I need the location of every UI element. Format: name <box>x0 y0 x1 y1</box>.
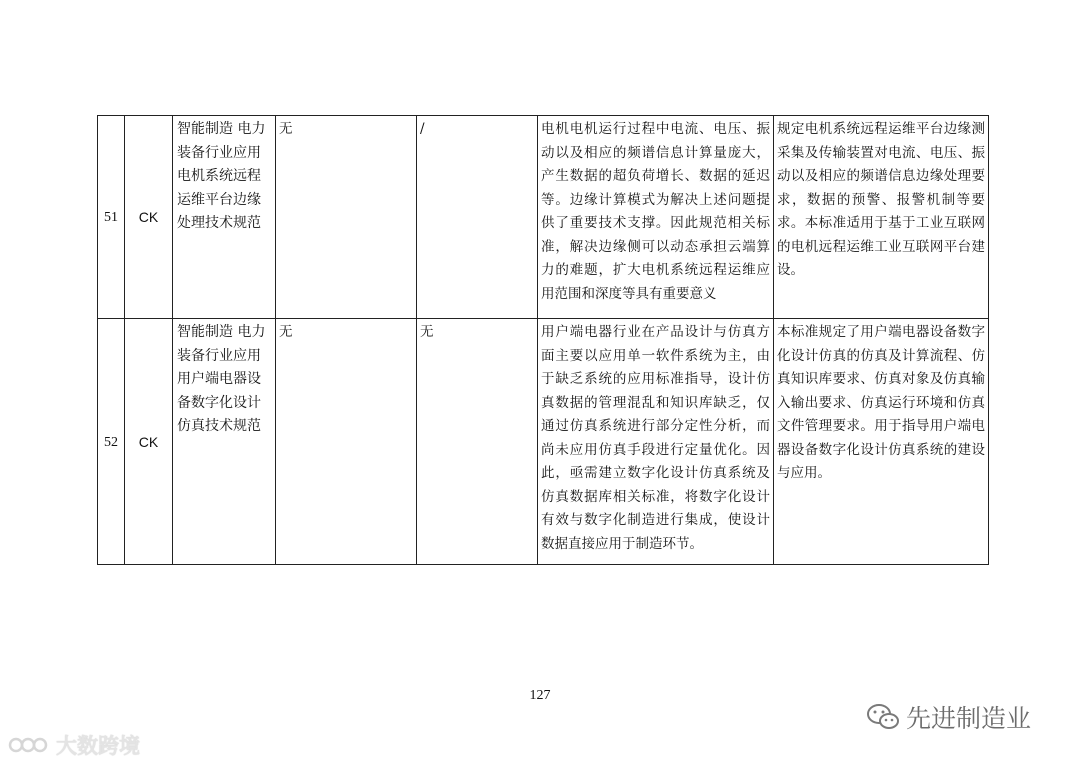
page-number: 127 <box>529 688 551 703</box>
standard-name: 智能制造 电力装备行业应用 电机系统远程运维平台边缘处理技术规范 <box>173 116 276 319</box>
wechat-icon <box>866 702 900 732</box>
replacement-cell: / <box>417 116 538 319</box>
scope-cell: 规定电机系统远程运维平台边缘测采集及传输装置对电流、电压、振动以及相应的频谱信息边缘处理要求，数据的预警、报警机制等要求。本标准适用于基于工业互联网的电机远程运维工业互联网平台建设。 <box>774 116 989 319</box>
watermark-right-text: 先进制造业 <box>906 704 1032 733</box>
table-row <box>98 319 989 565</box>
purpose-cell: 电机电机运行过程中电流、电压、振动以及相应的频谱信息计算量庞大，产生数据的超负荷增长、数据的延迟等。边缘计算模式为解决上述问题提供了重要技术支撑。因此规范相关标准，解决边缘侧可以动态承担云端算力的难题，扩大电机系统远程运维应用范围和深度等具有重要意义 <box>538 116 774 319</box>
related-standard-cell: 无 <box>276 319 417 565</box>
standard-name: 智能制造 电力装备行业应用 用户端电器设备数字化设计仿真技术规范 <box>173 319 276 565</box>
scope-cell: 本标准规定了用户端电器设备数字化设计仿真的仿真及计算流程、仿真知识库要求、仿真对象及仿真输入输出要求、仿真运行环境和仿真文件管理要求。用于指导用户端电器设备数字化设计仿真系统的建设与应用。 <box>774 319 989 565</box>
row-type: CK <box>125 319 173 565</box>
related-standard-cell: 无 <box>276 116 417 319</box>
row-type: CK <box>125 116 173 319</box>
row-number: 51 <box>98 116 125 319</box>
table-row <box>98 116 989 319</box>
standards-table <box>97 115 989 565</box>
row-number: 52 <box>98 319 125 565</box>
watermark-right <box>866 699 1031 735</box>
replacement-cell: 无 <box>417 319 538 565</box>
purpose-cell: 用户端电器行业在产品设计与仿真方面主要以应用单一软件系统为主，由于缺乏系统的应用标准指导，设计仿真数据的管理混乱和知识库缺乏，仅通过仿真系统进行部分定性分析，而尚未应用仿真手段进行定量优化。因此，亟需建立数字化设计仿真系统及仿真数据库相关标准，将数字化设计有效与数字化制造进行集成，使设计数据直接应用于制造环节。 <box>538 319 774 565</box>
watermark-left <box>8 730 140 760</box>
bigdata-logo-icon <box>8 734 52 756</box>
watermark-left-text: 大数跨境 <box>56 734 140 758</box>
